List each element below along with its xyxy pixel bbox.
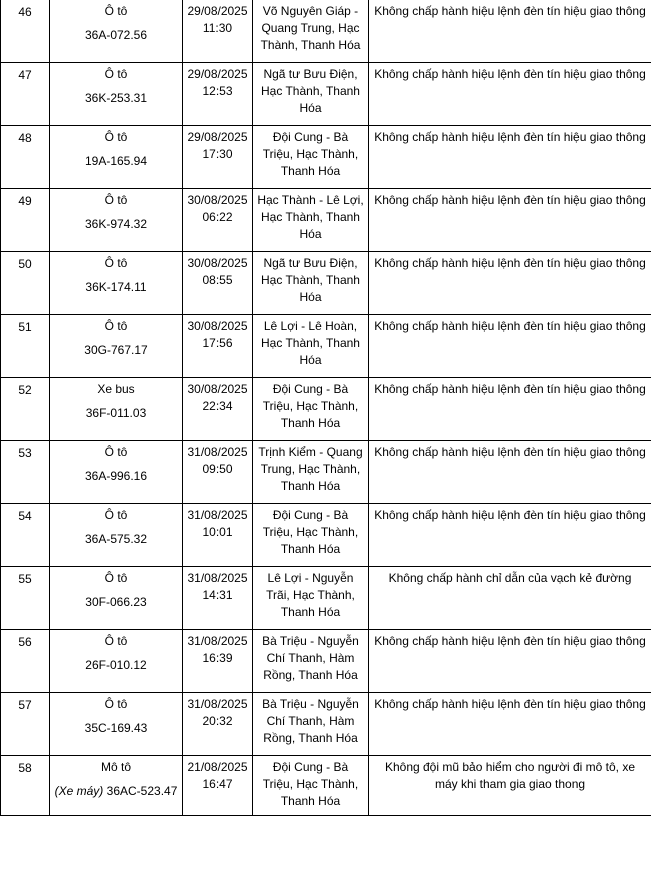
violation-time: 16:39 [202, 651, 233, 665]
location-line: Quang Trung, Hạc [261, 21, 360, 35]
violation-time: 14:31 [202, 588, 233, 602]
location-line: Triệu, Hạc Thành, [262, 399, 359, 413]
license-plate: 30G-767.17 [84, 343, 148, 357]
violation-date: 30/08/2025 [187, 256, 248, 270]
violation-text: Không chấp hành hiệu lệnh đèn tín hiệu giao thông [374, 508, 646, 522]
vehicle-plate-line [52, 531, 180, 548]
cell-vehicle [50, 441, 183, 504]
violation-date: 30/08/2025 [187, 382, 248, 396]
cell-location [253, 63, 369, 126]
location-line: Rồng, Thanh Hóa [263, 731, 358, 745]
cell-violation [369, 630, 651, 693]
cell-datetime [183, 693, 253, 756]
cell-datetime [183, 567, 253, 630]
location-line: Đội Cung - Bà [272, 130, 349, 144]
location-line: Lê Lợi - Lê Hoàn, [263, 319, 358, 333]
table-row [1, 756, 651, 816]
location-line: Thanh Hóa [280, 605, 341, 619]
location-line: Hóa [299, 353, 322, 367]
location-line: Ngã tư Bưu Điện, [263, 256, 358, 270]
license-plate: 35C-169.43 [84, 721, 148, 735]
location-line: Trịnh Kiểm - Quang [258, 445, 363, 459]
vehicle-type: Ô tô [104, 634, 128, 648]
cell-violation [369, 252, 651, 315]
cell-number: 53 [1, 441, 50, 504]
location-line: Thanh Hóa [280, 164, 341, 178]
location-line: Hạc Thành, Thanh [261, 210, 360, 224]
table-row [1, 693, 651, 756]
cell-violation [369, 63, 651, 126]
vehicle-note: (Xe máy) [54, 784, 104, 798]
violation-text: Không chấp hành hiệu lệnh đèn tín hiệu giao thông [374, 382, 646, 396]
location-line: Trãi, Hạc Thành, [266, 588, 355, 602]
cell-location [253, 567, 369, 630]
cell-number: 48 [1, 126, 50, 189]
cell-violation [369, 693, 651, 756]
cell-vehicle [50, 315, 183, 378]
location-line: Triệu, Hạc Thành, [262, 147, 359, 161]
violation-date: 31/08/2025 [187, 634, 248, 648]
cell-violation [369, 441, 651, 504]
cell-vehicle [50, 252, 183, 315]
location-line: Trung, Hạc Thành, [260, 462, 361, 476]
cell-location [253, 504, 369, 567]
location-line: Hạc Thành, Thanh [261, 273, 360, 287]
location-line: Hạc Thành - Lê Lợi, [257, 193, 364, 207]
vehicle-plate-line [52, 342, 180, 359]
license-plate: 36K-174.11 [85, 280, 147, 294]
cell-datetime [183, 378, 253, 441]
violation-time: 09:50 [202, 462, 233, 476]
cell-datetime [183, 189, 253, 252]
cell-vehicle [50, 63, 183, 126]
location-line: Thanh Hóa [280, 416, 341, 430]
location-line: Hóa [299, 101, 322, 115]
cell-vehicle [50, 0, 183, 63]
location-line: Đội Cung - Bà [272, 508, 349, 522]
table-row [1, 126, 651, 189]
cell-location [253, 441, 369, 504]
cell-location [253, 189, 369, 252]
violation-date: 31/08/2025 [187, 445, 248, 459]
table-row [1, 567, 651, 630]
cell-number: 56 [1, 630, 50, 693]
license-plate: 36A-575.32 [84, 532, 148, 546]
violation-text: Không chấp hành chỉ dẫn của vạch kẻ đường [388, 571, 632, 585]
violation-date: 30/08/2025 [187, 193, 248, 207]
cell-vehicle [50, 126, 183, 189]
license-plate: 36F-011.03 [85, 406, 147, 420]
vehicle-type: Ô tô [104, 319, 128, 333]
cell-datetime [183, 315, 253, 378]
vehicle-plate-line [52, 783, 180, 800]
license-plate: 36A-072.56 [84, 28, 148, 42]
cell-vehicle [50, 693, 183, 756]
cell-vehicle [50, 567, 183, 630]
violation-text: Không chấp hành hiệu lệnh đèn tín hiệu giao thông [374, 634, 646, 648]
vehicle-plate-line [52, 720, 180, 737]
violation-time: 17:30 [202, 147, 233, 161]
cell-location [253, 693, 369, 756]
license-plate: 26F-010.12 [85, 658, 147, 672]
cell-location [253, 315, 369, 378]
cell-number: 50 [1, 252, 50, 315]
vehicle-plate-line [52, 657, 180, 674]
cell-violation [369, 756, 651, 816]
location-line: Bà Triệu - Nguyễn [262, 697, 359, 711]
vehicle-plate-line [52, 405, 180, 422]
table-row [1, 630, 651, 693]
cell-violation [369, 126, 651, 189]
table-row [1, 441, 651, 504]
violation-text: Không chấp hành hiệu lệnh đèn tín hiệu giao thông [374, 256, 646, 270]
cell-vehicle [50, 504, 183, 567]
cell-number: 51 [1, 315, 50, 378]
cell-vehicle [50, 630, 183, 693]
violations-table-body [1, 0, 651, 816]
vehicle-type: Ô tô [104, 67, 128, 81]
vehicle-plate-line [52, 594, 180, 611]
cell-number: 52 [1, 378, 50, 441]
violation-time: 06:22 [202, 210, 233, 224]
violation-time: 17:56 [202, 336, 233, 350]
vehicle-plate-line [52, 27, 180, 44]
violation-text: Không chấp hành hiệu lệnh đèn tín hiệu giao thông [374, 130, 646, 144]
cell-vehicle [50, 189, 183, 252]
cell-number: 49 [1, 189, 50, 252]
cell-vehicle [50, 378, 183, 441]
violation-date: 31/08/2025 [187, 571, 248, 585]
location-line: Thanh Hóa [280, 479, 341, 493]
location-line: Thanh Hóa [280, 794, 341, 808]
table-row [1, 315, 651, 378]
cell-number: 58 [1, 756, 50, 816]
license-plate: 30F-066.23 [85, 595, 147, 609]
vehicle-plate-line [52, 468, 180, 485]
table-row [1, 504, 651, 567]
location-line: Rồng, Thanh Hóa [263, 668, 358, 682]
vehicle-type: Ô tô [104, 4, 128, 18]
vehicle-type: Ô tô [104, 193, 128, 207]
vehicle-plate-line [52, 279, 180, 296]
violation-date: 21/08/2025 [187, 760, 248, 774]
cell-number: 46 [1, 0, 50, 63]
vehicle-type: Ô tô [104, 445, 128, 459]
vehicle-type: Ô tô [104, 130, 128, 144]
table-row [1, 189, 651, 252]
violation-text: Không chấp hành hiệu lệnh đèn tín hiệu giao thông [374, 697, 646, 711]
cell-violation [369, 567, 651, 630]
cell-datetime [183, 630, 253, 693]
location-line: Võ Nguyên Giáp - [262, 4, 359, 18]
violation-time: 20:32 [202, 714, 233, 728]
vehicle-plate-line [52, 90, 180, 107]
cell-datetime [183, 756, 253, 816]
violation-time: 08:55 [202, 273, 233, 287]
location-line: Đội Cung - Bà [272, 382, 349, 396]
violation-date: 31/08/2025 [187, 508, 248, 522]
location-line: Ngã tư Bưu Điện, [263, 67, 358, 81]
table-row [1, 63, 651, 126]
location-line: Lê Lợi - Nguyễn [267, 571, 354, 585]
cell-violation [369, 378, 651, 441]
cell-number: 47 [1, 63, 50, 126]
location-line: Hóa [299, 290, 322, 304]
vehicle-type: Xe bus [97, 382, 135, 396]
cell-datetime [183, 63, 253, 126]
location-line: Chí Thanh, Hàm [266, 651, 355, 665]
table-row [1, 0, 651, 63]
violation-text: Không chấp hành hiệu lệnh đèn tín hiệu giao thông [374, 319, 646, 333]
vehicle-type: Mô tô [100, 760, 131, 774]
cell-location [253, 630, 369, 693]
location-line: Đội Cung - Bà [272, 760, 349, 774]
violation-time: 10:01 [202, 525, 233, 539]
violation-text: Không chấp hành hiệu lệnh đèn tín hiệu giao thông [374, 67, 646, 81]
cell-violation [369, 0, 651, 63]
violation-time: 16:47 [202, 777, 233, 791]
cell-datetime [183, 504, 253, 567]
location-line: Hạc Thành, Thanh [261, 84, 360, 98]
violation-time: 22:34 [202, 399, 233, 413]
location-line: Hóa [299, 227, 322, 241]
cell-location [253, 378, 369, 441]
cell-vehicle [50, 756, 183, 816]
cell-location [253, 0, 369, 63]
cell-location [253, 126, 369, 189]
violation-text: Không chấp hành hiệu lệnh đèn tín hiệu giao thông [374, 193, 646, 207]
location-line: Hạc Thành, Thanh [261, 336, 360, 350]
vehicle-plate-line [52, 153, 180, 170]
violation-date: 31/08/2025 [187, 697, 248, 711]
vehicle-type: Ô tô [104, 508, 128, 522]
cell-datetime [183, 441, 253, 504]
table-row [1, 378, 651, 441]
violation-date: 29/08/2025 [187, 130, 248, 144]
cell-violation [369, 504, 651, 567]
license-plate: 36K-253.31 [84, 91, 148, 105]
cell-location [253, 756, 369, 816]
violation-date: 29/08/2025 [187, 4, 248, 18]
violation-time: 12:53 [202, 84, 233, 98]
location-line: Thành, Thanh Hóa [260, 38, 361, 52]
location-line: Bà Triệu - Nguyễn [262, 634, 359, 648]
license-plate: 36A-996.16 [84, 469, 148, 483]
location-line: Triệu, Hạc Thành, [262, 525, 359, 539]
cell-number: 57 [1, 693, 50, 756]
violation-time: 11:30 [202, 21, 233, 35]
cell-datetime [183, 126, 253, 189]
violation-date: 30/08/2025 [187, 319, 248, 333]
license-plate: 36AC-523.47 [106, 784, 178, 798]
location-line: Thanh Hóa [280, 542, 341, 556]
cell-location [253, 252, 369, 315]
license-plate: 36K-974.32 [84, 217, 148, 231]
cell-number: 54 [1, 504, 50, 567]
violation-date: 29/08/2025 [187, 67, 248, 81]
violation-text: máy khi tham gia giao thong [434, 777, 586, 791]
violation-text: Không đội mũ bảo hiểm cho người đi mô tô, xe [384, 760, 636, 774]
location-line: Chí Thanh, Hàm [266, 714, 355, 728]
violation-text: Không chấp hành hiệu lệnh đèn tín hiệu giao thông [374, 445, 646, 459]
cell-datetime [183, 0, 253, 63]
vehicle-type: Ô tô [104, 697, 128, 711]
violation-text: Không chấp hành hiệu lệnh đèn tín hiệu giao thông [374, 4, 646, 18]
vehicle-type: Ô tô [104, 571, 128, 585]
cell-datetime [183, 252, 253, 315]
table-row [1, 252, 651, 315]
vehicle-plate-line [52, 216, 180, 233]
vehicle-type: Ô tô [104, 256, 128, 270]
cell-violation [369, 189, 651, 252]
license-plate: 19A-165.94 [84, 154, 148, 168]
location-line: Triệu, Hạc Thành, [262, 777, 359, 791]
cell-number: 55 [1, 567, 50, 630]
cell-violation [369, 315, 651, 378]
